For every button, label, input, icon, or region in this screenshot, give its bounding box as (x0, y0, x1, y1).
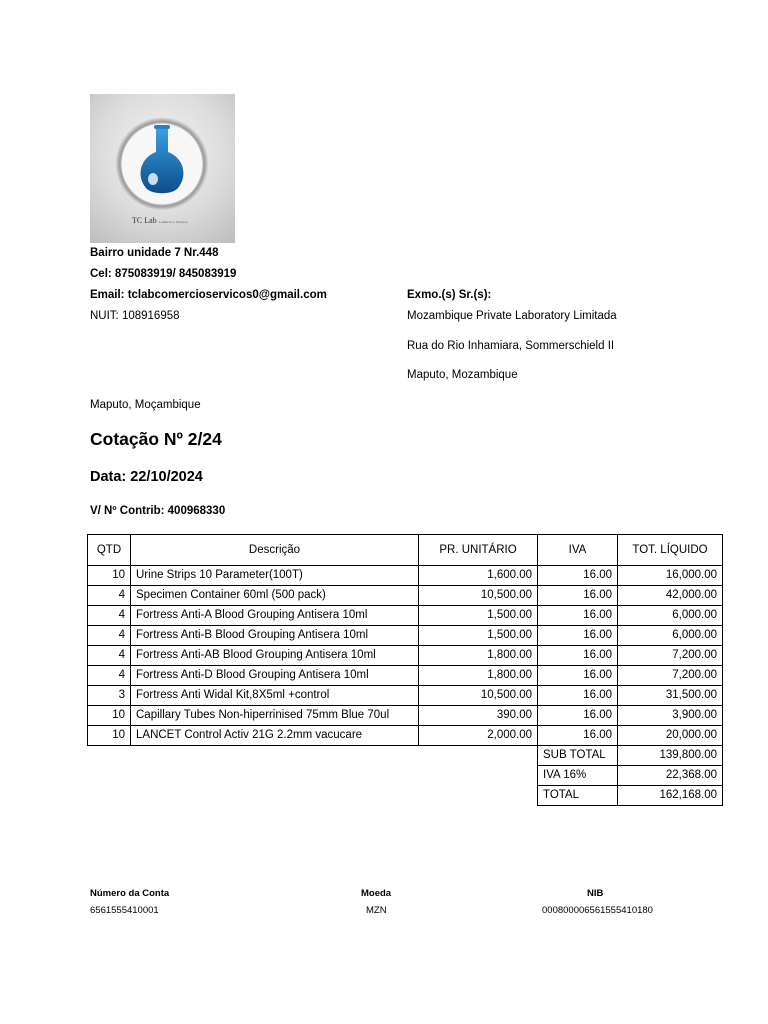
row-qtd: 4 (88, 646, 131, 666)
row-qtd: 4 (88, 666, 131, 686)
row-desc: Urine Strips 10 Parameter(100T) (131, 566, 419, 586)
row-qtd: 10 (88, 706, 131, 726)
table-row (88, 626, 723, 646)
row-desc: Fortress Anti Widal Kit,8X5ml +control (131, 686, 419, 706)
row-price: 1,600.00 (419, 566, 538, 586)
nib-value: 000800006561555410180 (542, 905, 653, 916)
subtotal-value: 139,800.00 (618, 746, 723, 766)
row-qtd: 10 (88, 726, 131, 746)
summary-spacer (88, 786, 538, 806)
row-desc: Fortress Anti-D Blood Grouping Antisera 10ml (131, 666, 419, 686)
company-city: Maputo, Moçambique (90, 399, 201, 411)
recipient-salutation: Exmo.(s) Sr.(s): (407, 289, 492, 301)
row-iva: 16.00 (538, 686, 618, 706)
row-iva: 16.00 (538, 646, 618, 666)
account-label: Número da Conta (90, 888, 170, 899)
table-row (88, 586, 723, 606)
row-iva: 16.00 (538, 606, 618, 626)
quote-title: Cotação Nº 2/24 (90, 429, 222, 449)
row-desc: Fortress Anti-A Blood Grouping Antisera 10ml (131, 606, 419, 626)
row-qtd: 4 (88, 606, 131, 626)
quote-contrib: V/ Nº Contrib: 400968330 (90, 505, 226, 517)
row-total: 16,000.00 (618, 566, 723, 586)
row-total: 20,000.00 (618, 726, 723, 746)
subtotal-label: SUB TOTAL (538, 746, 618, 766)
header-total: TOT. LÍQUIDO (618, 535, 723, 566)
row-price: 1,800.00 (419, 646, 538, 666)
nib-label: NIB (587, 888, 604, 899)
row-desc: Capillary Tubes Non-hiperrinised 75mm Blue 70ul (131, 706, 419, 726)
table-row (88, 706, 723, 726)
row-price: 2,000.00 (419, 726, 538, 746)
table-header-row (88, 535, 723, 566)
row-qtd: 10 (88, 566, 131, 586)
summary-spacer (88, 766, 538, 786)
account-value: 6561555410001 (90, 905, 159, 916)
row-qtd: 4 (88, 586, 131, 606)
company-address: Bairro unidade 7 Nr.448 (90, 247, 219, 259)
summary-row-subtotal (88, 746, 723, 766)
currency-label: Moeda (361, 888, 392, 899)
row-qtd: 4 (88, 626, 131, 646)
row-iva: 16.00 (538, 706, 618, 726)
company-email: Email: tclabcomercioservicos0@gmail.com (90, 289, 327, 301)
company-logo (90, 94, 235, 243)
row-desc: LANCET Control Activ 21G 2.2mm vacucare (131, 726, 419, 746)
summary-row-total (88, 786, 723, 806)
total-label: TOTAL (538, 786, 618, 806)
summary-spacer (88, 746, 538, 766)
row-iva: 16.00 (538, 666, 618, 686)
recipient-name: Mozambique Private Laboratory Limitada (407, 310, 617, 322)
header-iva: IVA (538, 535, 618, 566)
row-qtd: 3 (88, 686, 131, 706)
row-total: 3,900.00 (618, 706, 723, 726)
logo-subtext: Comércio e Serviços (158, 220, 188, 224)
total-value: 162,168.00 (618, 786, 723, 806)
row-price: 10,500.00 (419, 586, 538, 606)
row-price: 390.00 (419, 706, 538, 726)
row-price: 10,500.00 (419, 686, 538, 706)
row-iva: 16.00 (538, 626, 618, 646)
row-total: 31,500.00 (618, 686, 723, 706)
row-iva: 16.00 (538, 586, 618, 606)
row-total: 7,200.00 (618, 666, 723, 686)
row-total: 6,000.00 (618, 606, 723, 626)
row-price: 1,500.00 (419, 606, 538, 626)
row-iva: 16.00 (538, 566, 618, 586)
row-total: 7,200.00 (618, 646, 723, 666)
currency-value: MZN (366, 905, 387, 916)
logo-text: TC Lab Comércio e Serviços (132, 216, 188, 225)
summary-row-iva (88, 766, 723, 786)
row-total: 6,000.00 (618, 626, 723, 646)
row-desc: Fortress Anti-AB Blood Grouping Antisera 10ml (131, 646, 419, 666)
row-total: 42,000.00 (618, 586, 723, 606)
table-row (88, 686, 723, 706)
table-row (88, 666, 723, 686)
iva-label: IVA 16% (538, 766, 618, 786)
quote-date: Data: 22/10/2024 (90, 469, 203, 485)
table-row (88, 566, 723, 586)
iva-value: 22,368.00 (618, 766, 723, 786)
row-price: 1,500.00 (419, 626, 538, 646)
company-nuit: NUIT: 108916958 (90, 310, 180, 322)
company-phone: Cel: 875083919/ 845083919 (90, 268, 237, 280)
table-row (88, 606, 723, 626)
header-price: PR. UNITÁRIO (419, 535, 538, 566)
header-desc: Descrição (131, 535, 419, 566)
row-desc: Specimen Container 60ml (500 pack) (131, 586, 419, 606)
row-price: 1,800.00 (419, 666, 538, 686)
recipient-city: Maputo, Mozambique (407, 369, 518, 381)
row-desc: Fortress Anti-B Blood Grouping Antisera 10ml (131, 626, 419, 646)
row-iva: 16.00 (538, 726, 618, 746)
items-table (87, 534, 723, 806)
header-qtd: QTD (88, 535, 131, 566)
table-row (88, 726, 723, 746)
recipient-street: Rua do Rio Inhamiara, Sommerschield II (407, 340, 615, 352)
table-row (88, 646, 723, 666)
